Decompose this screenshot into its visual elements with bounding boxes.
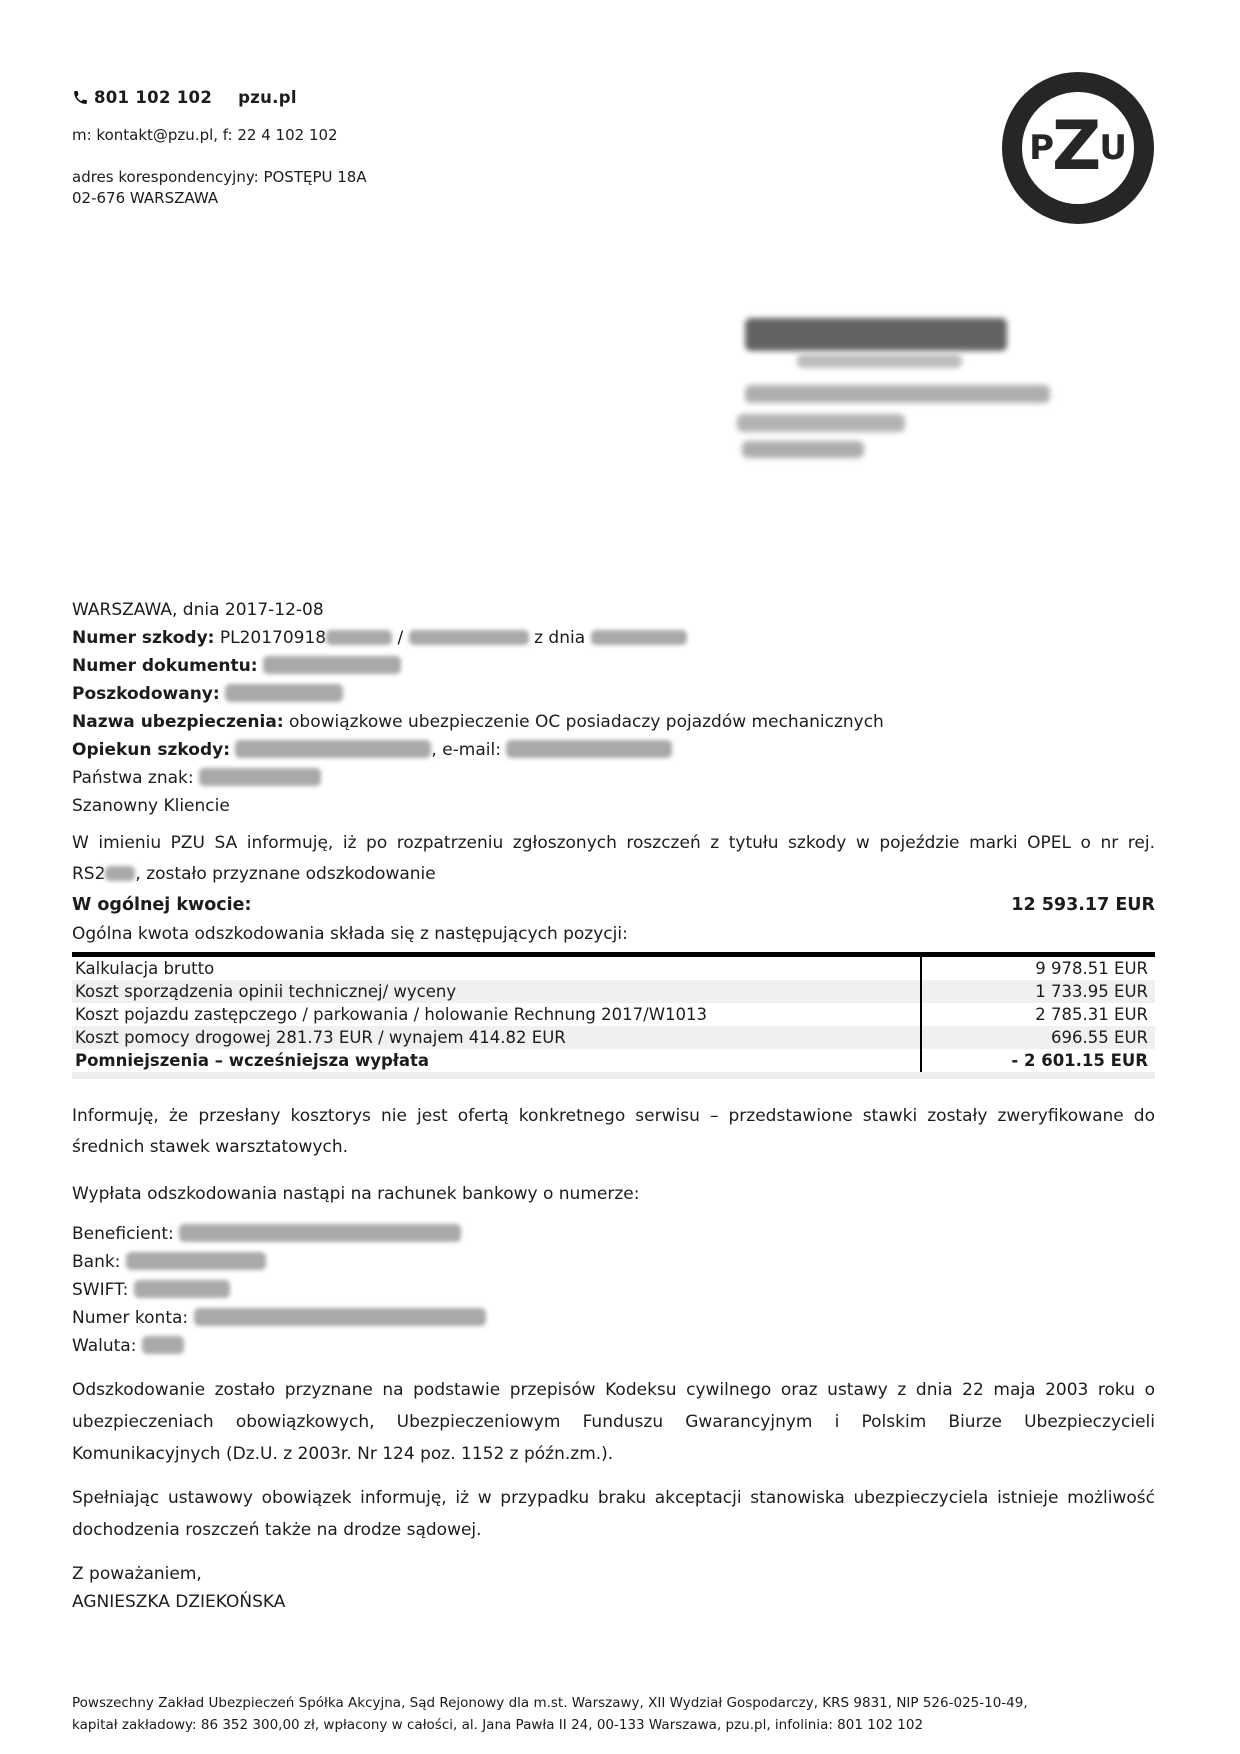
account-number-line [72, 1304, 1155, 1332]
swift-label: SWIFT: [72, 1280, 129, 1300]
claim-number-prefix: PL20170918 [219, 628, 327, 648]
header-contact-block [72, 88, 367, 209]
table-bottom-strip [72, 1072, 1155, 1079]
insurance-name-value: obowiązkowe ubezpieczenie OC posiadaczy pojazdów mechanicznych [289, 712, 884, 732]
city-date-line: WARSZAWA, dnia 2017-12-08 [72, 600, 324, 620]
pzu-logo [1002, 72, 1154, 224]
total-amount-label: W ogólnej kwocie: [72, 895, 252, 915]
injured-party-line [72, 680, 1155, 708]
total-amount-value: 12 593.17 EUR [1011, 895, 1155, 915]
payment-intro-paragraph: Wypłata odszkodowania nastąpi na rachunek bankowy o numerze: [72, 1184, 640, 1204]
redacted-handler-email [506, 740, 672, 758]
salutation-line: Szanowny Kliencie [72, 796, 230, 816]
redacted-claim-date [591, 630, 687, 645]
claim-number-line [72, 624, 1155, 652]
letter-body [72, 596, 1155, 1616]
company-footer [72, 1692, 1155, 1736]
total-amount-row [72, 892, 1155, 918]
claim-zdnia-label: z dnia [534, 628, 586, 648]
injured-party-label: Poszkodowany: [72, 684, 220, 704]
insurance-name-label: Nazwa ubezpieczenia: [72, 712, 284, 732]
redacted-claim-suffix [326, 630, 392, 645]
table-row [72, 1026, 1155, 1049]
footer-line2: kapitał zakładowy: 86 352 300,00 zł, wpłacony w całości, al. Jana Pawła II 24, 00-133 Warszawa, pzu.pl, infolinia: 801 102 102 [72, 1717, 924, 1733]
redacted-injured-party [225, 684, 343, 702]
signature-name: AGNIESZKA DZIEKOŃSKA [72, 1592, 286, 1612]
handler-email-label: , e-mail: [431, 740, 501, 760]
intro-paragraph [72, 828, 1155, 890]
logo-letter-z: Z [1052, 107, 1102, 186]
row-description: Koszt pojazdu zastępczego / parkowania / holowanie Rechnung 2017/W1013 [75, 1005, 707, 1024]
redacted-swift [134, 1280, 230, 1298]
header-website: pzu.pl [238, 88, 297, 107]
verification-paragraph: Informuję, że przesłany kosztorys nie jest ofertą konkretnego serwisu – przedstawione stawki zostały zweryfikowane do średnich stawek warsztatowych. [72, 1106, 1155, 1157]
redacted-account-number [194, 1308, 486, 1326]
redacted-beneficiary [179, 1224, 461, 1242]
bank-name-line [72, 1248, 1155, 1276]
intro-line1: W imieniu PZU SA informuję, iż po rozpatrzeniu zgłoszonych roszczeń z tytułu szkody w pojeździe marki OPEL o nr rej. [72, 833, 1155, 853]
redacted-your-reference [199, 768, 321, 786]
row-amount: 1 733.95 EUR [920, 980, 1155, 1003]
redacted-currency [142, 1336, 184, 1354]
redacted-recipient-city [737, 414, 905, 432]
footer-line1: Powszechny Zakład Ubezpieczeń Spółka Akcyjna, Sąd Rejonowy dla m.st. Warszawy, XII Wydział Gospodarczy, KRS 9831, NIP 526-025-10-49, [72, 1695, 1028, 1711]
redacted-claim-foreign-ref [409, 630, 529, 645]
your-reference-label: Państwa znak: [72, 768, 194, 788]
phone-icon [72, 89, 89, 106]
redacted-recipient-name [745, 318, 1007, 351]
table-row [72, 957, 1155, 980]
claim-number-label: Numer szkody: [72, 628, 215, 648]
header-address-line2: 02-676 WARSZAWA [72, 189, 219, 207]
header-email-fax: m: kontakt@pzu.pl, f: 22 4 102 102 [72, 126, 338, 144]
table-row [72, 980, 1155, 1003]
cost-breakdown-table [72, 952, 1155, 1079]
beneficiary-line [72, 1220, 1155, 1248]
header-postal-address [72, 167, 367, 209]
row-amount: 2 785.31 EUR [920, 1003, 1155, 1026]
table-row [72, 1003, 1155, 1026]
header-address-line1: adres korespondencyjny: POSTĘPU 18A [72, 168, 367, 186]
currency-line [72, 1332, 1155, 1360]
document-number-line [72, 652, 1155, 680]
logo-letter-u: U [1099, 128, 1127, 168]
logo-letter-p: P [1029, 128, 1054, 168]
redacted-handler-name [235, 740, 431, 758]
account-number-label: Numer konta: [72, 1308, 189, 1328]
row-amount: - 2 601.15 EUR [920, 1049, 1155, 1072]
legal-basis-paragraph: Odszkodowanie zostało przyznane na podstawie przepisów Kodeksu cywilnego oraz ustawy z dnia 22 maja 2003 roku o ubezpieczeniach obowiązkowych, Ubezpieczeniowym Funduszu Gwarancyjnym i Polskim Biurze Ubezpieczycieli Komunikacyjnych (Dz.U. z 2003r. Nr 124 poz. 1152 z późn.zm.). [72, 1380, 1155, 1464]
row-description: Pomniejszenia – wcześniejsza wypłata [75, 1051, 430, 1070]
row-amount: 696.55 EUR [920, 1026, 1155, 1049]
redacted-recipient-street [745, 385, 1050, 403]
redacted-recipient-subline [797, 354, 962, 368]
beneficiary-label: Beneficient: [72, 1224, 174, 1244]
claim-handler-line [72, 736, 1155, 764]
appeal-rights-paragraph: Spełniając ustawowy obowiązek informuję, iż w przypadku braku akceptacji stanowiska ubezpieczyciela istnieje możliwość dochodzenia roszczeń także na drodze sądowej. [72, 1488, 1155, 1540]
bank-details-block [72, 1220, 1155, 1360]
intro-line2 [72, 859, 1155, 890]
header-phone-row [72, 88, 367, 107]
claim-number-separator: / [397, 628, 404, 648]
row-description: Kalkulacja brutto [75, 959, 215, 978]
row-description: Koszt pomocy drogowej 281.73 EUR / wynajem 414.82 EUR [75, 1028, 566, 1047]
your-reference-line [72, 764, 1155, 792]
signoff-line: Z poważaniem, [72, 1564, 202, 1584]
header-phone: 801 102 102 [94, 88, 213, 107]
redacted-bank-name [126, 1252, 266, 1270]
table-row [72, 1049, 1155, 1072]
row-amount: 9 978.51 EUR [920, 957, 1155, 980]
document-number-label: Numer dokumentu: [72, 656, 258, 676]
bank-name-label: Bank: [72, 1252, 121, 1272]
closing-block [72, 1560, 1155, 1616]
swift-line [72, 1276, 1155, 1304]
redacted-plate-number [105, 866, 135, 881]
currency-label: Waluta: [72, 1336, 137, 1356]
redacted-recipient-country [742, 441, 864, 458]
plate-prefix: RS2 [72, 864, 106, 884]
redacted-document-number [263, 656, 401, 674]
intro-line2-text: , zostało przyznane odszkodowanie [135, 864, 436, 884]
insurance-name-line [72, 708, 1155, 736]
table-intro-line: Ogólna kwota odszkodowania składa się z następujących pozycji: [72, 924, 628, 944]
row-description: Koszt sporządzenia opinii technicznej/ wyceny [75, 982, 457, 1001]
claim-handler-label: Opiekun szkody: [72, 740, 230, 760]
